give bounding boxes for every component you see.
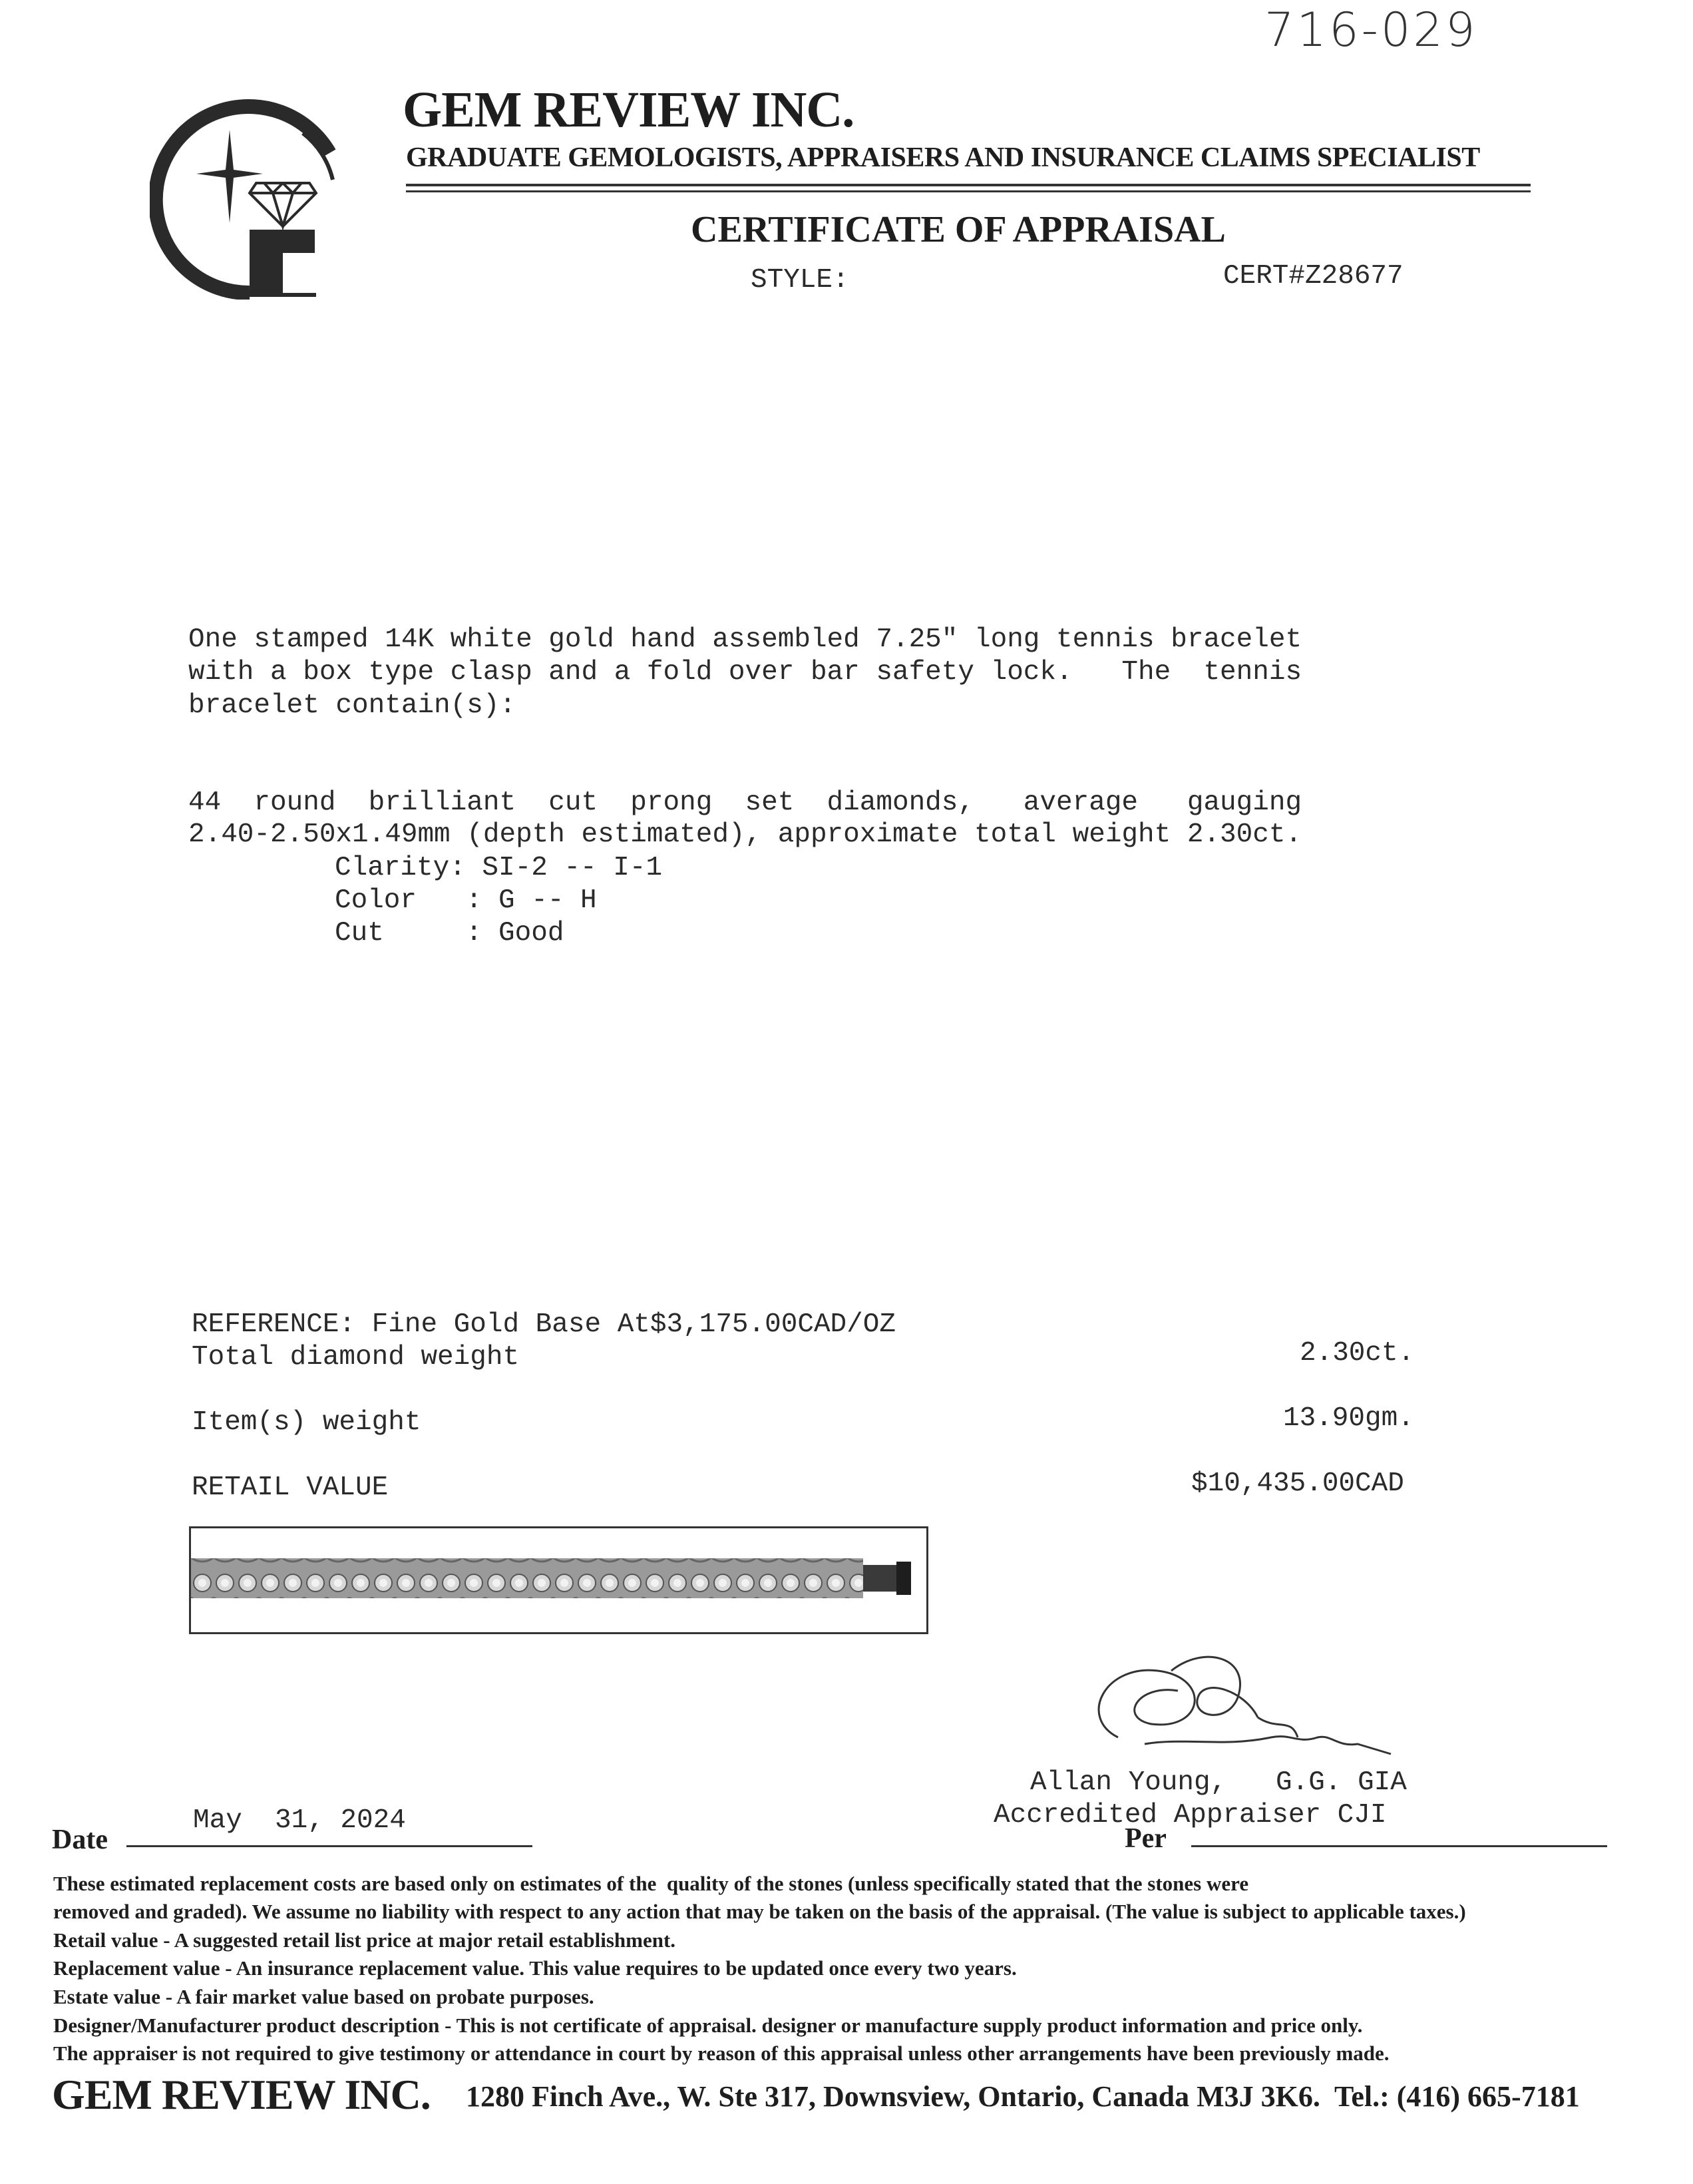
item-weight-label: Item(s) weight [192, 1407, 421, 1438]
total-weight-value: 2.30ct. [1300, 1338, 1415, 1369]
retail-value-label: RETAIL VALUE [192, 1472, 389, 1503]
disclaimer-line-5: Estate value - A fair market value based on probate purposes. [53, 1985, 594, 2008]
description-line-3: bracelet contain(s): [188, 690, 516, 721]
style-label: STYLE: [751, 265, 849, 296]
header-rule-bottom [406, 190, 1531, 192]
description-line-1: One stamped 14K white gold hand assembled 7.25" long tennis bracelet [188, 624, 1302, 655]
company-subtitle: GRADUATE GEMOLOGISTS, APPRAISERS AND INSURANCE CLAIMS SPECIALIST [406, 142, 1480, 173]
header-rule-top [406, 184, 1531, 186]
bracelet-photo-frame [189, 1526, 928, 1634]
appraiser-title: Accredited Appraiser CJI [994, 1800, 1387, 1831]
per-signature-line [1191, 1845, 1607, 1847]
date-value: May 31, 2024 [193, 1805, 406, 1836]
per-label: Per [1125, 1823, 1167, 1854]
disclaimer-line-7: The appraiser is not required to give testimony or attendance in court by reason of this appraisal unless other arrangements have been previously made. [53, 2042, 1390, 2065]
appraiser-name: Allan Young, G.G. GIA [1030, 1767, 1407, 1798]
footer-address: 1280 Finch Ave., W. Ste 317, Downsview, Ontario, Canada M3J 3K6. Tel.: (416) 665-7181 [466, 2080, 1580, 2113]
disclaimer-line-6: Designer/Manufacturer product description - This is not certificate of appraisal. designer or manufacture supply product information and price only. [53, 2014, 1363, 2037]
stones-color: Color : G -- H [335, 885, 597, 916]
certificate-title: CERTIFICATE OF APPRAISAL [691, 209, 1226, 250]
gem-review-logo-icon [150, 93, 343, 300]
stones-line-2: 2.40-2.50x1.49mm (depth estimated), approximate total weight 2.30ct. [188, 819, 1302, 850]
description-line-2: with a box type clasp and a fold over bar safety lock. The tennis [188, 657, 1302, 688]
disclaimer-line-1: These estimated replacement costs are based only on estimates of the quality of the stones (unless specifically stated that the stones were [53, 1872, 1249, 1895]
date-line [126, 1845, 532, 1847]
signature-scribble [1078, 1638, 1411, 1764]
stones-cut: Cut : Good [335, 918, 564, 949]
disclaimer-line-3: Retail value - A suggested retail list price at major retail establishment. [53, 1928, 676, 1952]
total-weight-label: Total diamond weight [192, 1342, 520, 1373]
disclaimer-line-2: removed and graded). We assume no liability with respect to any action that may be taken on the basis of the appraisal. (The value is subject to applicable taxes.) [53, 1900, 1466, 1923]
stones-clarity: Clarity: SI-2 -- I-1 [335, 853, 663, 883]
stones-line-1: 44 round brilliant cut prong set diamonds, average gauging [188, 787, 1302, 818]
retail-value-amount: $10,435.00CAD [1191, 1468, 1404, 1499]
footer-company-name: GEM REVIEW INC. [52, 2071, 431, 2118]
company-name: GEM REVIEW INC. [403, 82, 854, 138]
disclaimer-line-4: Replacement value - An insurance replacement value. This value requires to be updated once every two years. [53, 1956, 1017, 1980]
handwritten-note: 716-029 [1264, 3, 1478, 57]
cert-number: CERT#Z28677 [1223, 261, 1404, 292]
bracelet-photo [191, 1528, 926, 1632]
reference-line: REFERENCE: Fine Gold Base At$3,175.00CAD/OZ [192, 1309, 896, 1340]
date-label: Date [52, 1825, 108, 1855]
item-weight-value: 13.90gm. [1283, 1403, 1414, 1434]
